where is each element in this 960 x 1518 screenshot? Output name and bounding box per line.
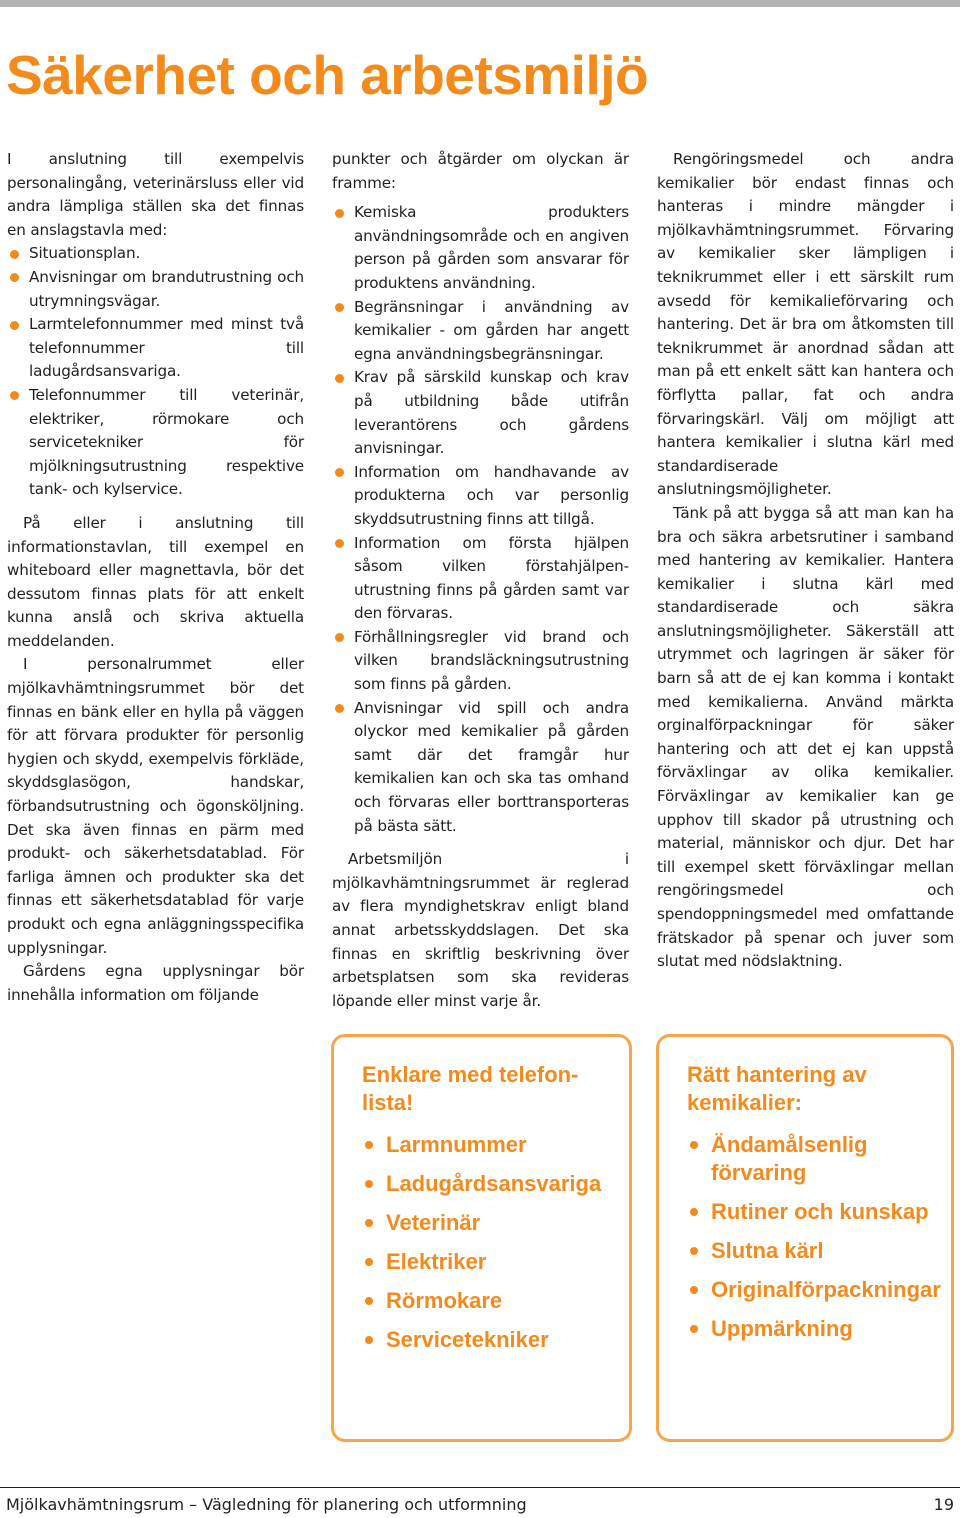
col3-paragraph-2: Tänk på att bygga så att man kan ha bra och säkra arbetsrutiner i samband med hantering av kemikalier. Hantera kemikalier i slutna kärl med standardiserade och säkra anslutningsmöjligheter. Säkerställ att utrymmet och lagringen är säker för barn så att de ej kan komma i kontakt med kemikalierna. Använd märkta orginalförpackningar för säker hantering och att det ej kan uppstå förväxlingar av olika kemikalier. Förväxlingar av kemikalier kan ge upphov till skador på utrustning och material, människor och djur. Det har till exempel skett förväxlingar mellan rengöringsmedel och spendoppningsmedel med omfattande frätskador på spenar och juver som slutat med nödslaktning.: [657, 503, 954, 971]
column-3: [657, 148, 954, 974]
box-list-item: Servicetekniker: [362, 1326, 609, 1354]
spacer: [7, 502, 304, 512]
col1-paragraph-3: Gårdens egna upplysningar bör innehålla information om följande: [7, 962, 304, 1004]
box-title-line: kemikalier:: [687, 1090, 802, 1115]
box-list-item: Veterinär: [362, 1209, 609, 1237]
box-title: [362, 1061, 609, 1117]
footer-title: Mjölkavhämtningsrum – Vägledning för planering och utformning: [6, 1495, 527, 1514]
col1-intro: I anslutning till exempelvis personalingång, veterinärsluss eller vid andra lämpliga ställen ska det finnas en anslagstavla med:: [7, 150, 304, 239]
box-list-item: Ladugårdsansvariga: [362, 1170, 609, 1198]
footer-rule: [0, 1487, 960, 1488]
box-list-item: Rutiner och kunskap: [687, 1198, 931, 1226]
list-item: Begränsningar i användning av kemikalier - om gården har angett egna användningsbegränsningar.: [332, 296, 629, 367]
col2-paragraph-1: Arbetsmiljön i mjölkavhämtningsrummet är reglerad av flera myndighetskrav enligt bland annat arbetsskyddslagen. Det ska finnas en skriftlig beskrivning över arbetsplatsen som ska revideras löpande eller minst varje år.: [332, 850, 629, 1010]
list-item: Kemiska produkters användningsområde och en angiven person på gården som ansvarar för produktens användning.: [332, 201, 629, 295]
list-item: Larmtelefonnummer med minst två telefonnummer till ladugårdsansvariga.: [7, 313, 304, 384]
chemicals-box: [656, 1034, 954, 1442]
box-title-line: lista!: [362, 1090, 414, 1115]
list-item: Anvisningar om brandutrustning och utrymningsvägar.: [7, 266, 304, 313]
box-list-item: Slutna kärl: [687, 1237, 931, 1265]
top-rule: [0, 0, 960, 7]
box-list-item: Larmnummer: [362, 1131, 609, 1159]
box-list: [687, 1131, 941, 1343]
list-item: Information om första hjälpen såsom vilken förstahjälpen-utrustning finns på gården samt var den förvaras.: [332, 532, 629, 626]
box-title: [687, 1061, 931, 1117]
list-item: Information om handhavande av produkterna och var personlig skyddsutrustning finns att tillgå.: [332, 461, 629, 532]
list-item: Telefonnummer till veterinär, elektriker, rörmokare och servicetekniker för mjölkningsutrustning respektive tank- och kylservice.: [7, 384, 304, 502]
box-list-item: Ändamålsenlig förvaring: [687, 1131, 931, 1187]
list-item: Situationsplan.: [7, 242, 304, 266]
box-title-line: Rätt hantering av: [687, 1062, 867, 1087]
column-1: [7, 148, 304, 1007]
box-title-line: Enklare med telefon-: [362, 1062, 579, 1087]
col1-paragraph-1: På eller i anslutning till informationstavlan, till exempel en whiteboard eller magnettavla, bör det dessutom finnas plats för att enkelt kunna anslå och skriva aktuella meddelanden.: [7, 513, 304, 650]
col1-list: [7, 242, 304, 502]
column-2: [332, 148, 629, 1013]
list-item: Krav på särskild kunskap och krav på utbildning både utifrån leverantörens och gårdens anvisningar.: [332, 366, 629, 460]
box-list-item: Originalförpackningar: [687, 1276, 931, 1304]
page-title: Säkerhet och arbetsmiljö: [6, 44, 649, 106]
page-number: 19: [933, 1495, 954, 1514]
box-list-item: Rörmokare: [362, 1287, 609, 1315]
col2-list: [332, 201, 629, 838]
list-item: Anvisningar vid spill och andra olyckor med kemikalier på gården samt där det framgår hur kemikalien kan och ska tas omhand och förvaras eller borttransporteras på bästa sätt.: [332, 697, 629, 839]
col2-intro: punkter och åtgärder om olyckan är framme:: [332, 150, 629, 192]
col1-paragraph-2: I personalrummet eller mjölkavhämtningsrummet bör det finnas en bänk eller en hylla på väggen för att förvara produkter för personlig hygien och skydd, exempelvis förkläde, skyddsglasögon, handskar, förbandsutrustning och ögonsköljning. Det ska även finnas en pärm med produkt- och säkerhetsdatablad. För farliga ämnen och produkter ska det finnas ett säkerhetsdatablad för varje produkt och egna anläggningsspecifika upplysningar.: [7, 655, 304, 957]
box-list-item: Uppmärkning: [687, 1315, 931, 1343]
col3-paragraph-1: Rengöringsmedel och andra kemikalier bör endast finnas och hanteras i mindre mängder i mjölkavhämtningsrummet. Förvaring av kemikalier sker lämpligen i teknikrummet eller i ett särskilt rum avsedd för kemikalieförvaring och hantering. Det är bra om åtkomsten till teknikrummet är anordnad sådan att man på ett enkelt sätt kan hantera och förflytta pallar, fat och andra förvaringskärl. Välj om möjligt att hantera kemikalier i slutna kärl med standardiserade anslutningsmöjligheter.: [657, 150, 954, 499]
list-item: Förhållningsregler vid brand och vilken brandsläckningsutrustning som finns på gården.: [332, 626, 629, 697]
box-list-item: Elektriker: [362, 1248, 609, 1276]
phone-list-box: [331, 1034, 632, 1442]
spacer: [332, 838, 629, 848]
box-list: [362, 1131, 609, 1354]
